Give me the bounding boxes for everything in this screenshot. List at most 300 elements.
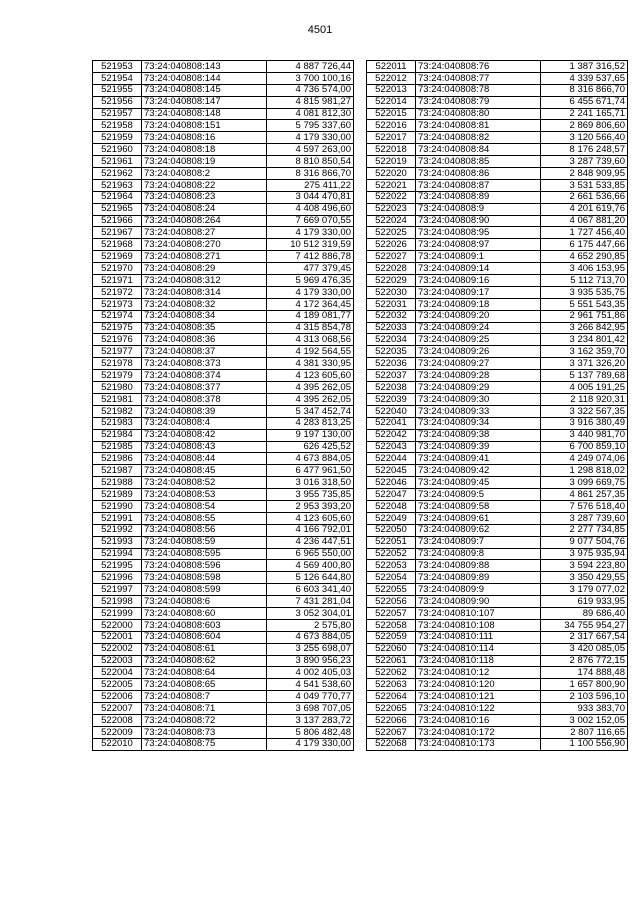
row-number-cell: 522001 xyxy=(93,631,142,643)
cadastral-number-cell: 73:24:040808:377 xyxy=(142,382,267,394)
row-number-cell: 521978 xyxy=(93,358,142,370)
row-number-cell: 522010 xyxy=(93,738,142,750)
table-row xyxy=(367,417,628,429)
row-number-cell: 521985 xyxy=(93,441,142,453)
cadastral-number-cell: 73:24:040808:34 xyxy=(142,310,267,322)
value-cell: 4 002 405,03 xyxy=(267,667,354,679)
value-cell: 6 700 859,10 xyxy=(541,441,628,453)
value-cell: 4 283 813,25 xyxy=(267,417,354,429)
table-row xyxy=(367,286,628,298)
cadastral-number-cell: 73:24:040808:36 xyxy=(142,334,267,346)
cadastral-number-cell: 73:24:040809:90 xyxy=(416,596,541,608)
value-cell: 4 236 447,51 xyxy=(267,536,354,548)
cadastral-number-cell: 73:24:040808:77 xyxy=(416,72,541,84)
table-row xyxy=(93,227,354,239)
table-row xyxy=(93,156,354,168)
table-row xyxy=(93,655,354,667)
row-number-cell: 522052 xyxy=(367,548,416,560)
row-number-cell: 522021 xyxy=(367,179,416,191)
cadastral-number-cell: 73:24:040808:44 xyxy=(142,453,267,465)
cadastral-number-cell: 73:24:040808:9 xyxy=(416,203,541,215)
value-cell: 2 953 393,20 xyxy=(267,500,354,512)
value-cell: 477 379,45 xyxy=(267,263,354,275)
row-number-cell: 521953 xyxy=(93,61,142,73)
value-cell: 4 381 330,95 xyxy=(267,358,354,370)
row-number-cell: 522043 xyxy=(367,441,416,453)
cadastral-number-cell: 73:24:040808:270 xyxy=(142,239,267,251)
value-cell: 9 077 504,76 xyxy=(541,536,628,548)
value-cell: 4 736 574,00 xyxy=(267,84,354,96)
cadastral-number-cell: 73:24:040808:19 xyxy=(142,156,267,168)
value-cell: 8 316 866,70 xyxy=(541,84,628,96)
table-row xyxy=(367,477,628,489)
cadastral-number-cell: 73:24:040808:145 xyxy=(142,84,267,96)
table-row xyxy=(367,405,628,417)
value-cell: 4 339 537,65 xyxy=(541,72,628,84)
value-cell: 2 876 772,15 xyxy=(541,655,628,667)
cadastral-number-cell: 73:24:040809:14 xyxy=(416,263,541,275)
cadastral-number-cell: 73:24:040810:120 xyxy=(416,679,541,691)
cadastral-number-cell: 73:24:040809:5 xyxy=(416,489,541,501)
table-row xyxy=(367,382,628,394)
row-number-cell: 522033 xyxy=(367,322,416,334)
value-cell: 4 673 884,05 xyxy=(267,631,354,643)
row-number-cell: 522041 xyxy=(367,417,416,429)
cadastral-number-cell: 73:24:040808:18 xyxy=(142,144,267,156)
table-row xyxy=(367,679,628,691)
table-row xyxy=(367,322,628,334)
value-cell: 3 975 935,94 xyxy=(541,548,628,560)
cadastral-number-cell: 73:24:040808:59 xyxy=(142,536,267,548)
value-cell: 4 123 605,60 xyxy=(267,512,354,524)
value-cell: 4 815 981,27 xyxy=(267,96,354,108)
value-cell: 4 861 257,35 xyxy=(541,489,628,501)
cadastral-table-right xyxy=(366,60,628,751)
cadastral-number-cell: 73:24:040809:62 xyxy=(416,524,541,536)
value-cell: 7 431 281,04 xyxy=(267,596,354,608)
value-cell: 4 166 792,01 xyxy=(267,524,354,536)
cadastral-number-cell: 73:24:040810:172 xyxy=(416,726,541,738)
cadastral-number-cell: 73:24:040808:42 xyxy=(142,429,267,441)
row-number-cell: 522019 xyxy=(367,156,416,168)
row-number-cell: 521991 xyxy=(93,512,142,524)
value-cell: 2 103 596,10 xyxy=(541,691,628,703)
value-cell: 5 969 476,35 xyxy=(267,275,354,287)
table-row xyxy=(93,596,354,608)
cadastral-number-cell: 73:24:040808:4 xyxy=(142,417,267,429)
table-row xyxy=(93,465,354,477)
cadastral-number-cell: 73:24:040808:599 xyxy=(142,584,267,596)
table-row xyxy=(93,286,354,298)
cadastral-number-cell: 73:24:040809:42 xyxy=(416,465,541,477)
cadastral-number-cell: 73:24:040810:121 xyxy=(416,691,541,703)
value-cell: 3 700 100,16 xyxy=(267,72,354,84)
value-cell: 4 172 364,45 xyxy=(267,298,354,310)
value-cell: 3 287 739,60 xyxy=(541,156,628,168)
row-number-cell: 522066 xyxy=(367,714,416,726)
row-number-cell: 522064 xyxy=(367,691,416,703)
page-number: 4501 xyxy=(307,24,333,36)
table-row xyxy=(367,84,628,96)
cadastral-number-cell: 73:24:040810:16 xyxy=(416,714,541,726)
table-row xyxy=(367,203,628,215)
value-cell: 4 395 262,05 xyxy=(267,382,354,394)
value-cell: 4 569 400,80 xyxy=(267,560,354,572)
row-number-cell: 521992 xyxy=(93,524,142,536)
cadastral-number-cell: 73:24:040809:16 xyxy=(416,275,541,287)
table-row xyxy=(93,536,354,548)
table-row xyxy=(367,453,628,465)
value-cell: 4 313 068,56 xyxy=(267,334,354,346)
cadastral-number-cell: 73:24:040809:34 xyxy=(416,417,541,429)
cadastral-number-cell: 73:24:040808:60 xyxy=(142,607,267,619)
row-number-cell: 522060 xyxy=(367,643,416,655)
table-row xyxy=(93,275,354,287)
table-row xyxy=(93,358,354,370)
row-number-cell: 522025 xyxy=(367,227,416,239)
row-number-cell: 522023 xyxy=(367,203,416,215)
table-row xyxy=(367,429,628,441)
row-number-cell: 522003 xyxy=(93,655,142,667)
row-number-cell: 522048 xyxy=(367,500,416,512)
cadastral-number-cell: 73:24:040808:264 xyxy=(142,215,267,227)
row-number-cell: 522020 xyxy=(367,168,416,180)
table-row xyxy=(93,370,354,382)
cadastral-number-cell: 73:24:040808:37 xyxy=(142,346,267,358)
table-row xyxy=(367,358,628,370)
row-number-cell: 521996 xyxy=(93,572,142,584)
value-cell: 4 179 330,00 xyxy=(267,132,354,144)
value-cell: 3 406 153,95 xyxy=(541,263,628,275)
table-row xyxy=(93,191,354,203)
value-cell: 4 541 538,60 xyxy=(267,679,354,691)
cadastral-number-cell: 73:24:040808:604 xyxy=(142,631,267,643)
table-row xyxy=(93,251,354,263)
table-row xyxy=(93,239,354,251)
cadastral-number-cell: 73:24:040808:598 xyxy=(142,572,267,584)
table-row xyxy=(367,691,628,703)
row-number-cell: 522054 xyxy=(367,572,416,584)
value-cell: 7 412 886,78 xyxy=(267,251,354,263)
value-cell: 5 112 713,70 xyxy=(541,275,628,287)
cadastral-number-cell: 73:24:040808:79 xyxy=(416,96,541,108)
row-number-cell: 522009 xyxy=(93,726,142,738)
row-number-cell: 522037 xyxy=(367,370,416,382)
value-cell: 4 315 854,78 xyxy=(267,322,354,334)
table-row xyxy=(367,298,628,310)
cadastral-number-cell: 73:24:040810:108 xyxy=(416,619,541,631)
row-number-cell: 521972 xyxy=(93,286,142,298)
table-row xyxy=(93,96,354,108)
row-number-cell: 522044 xyxy=(367,453,416,465)
table-row xyxy=(93,393,354,405)
row-number-cell: 522012 xyxy=(367,72,416,84)
cadastral-number-cell: 73:24:040808:87 xyxy=(416,179,541,191)
table-row xyxy=(367,263,628,275)
row-number-cell: 521975 xyxy=(93,322,142,334)
cadastral-number-cell: 73:24:040808:144 xyxy=(142,72,267,84)
table-row xyxy=(367,108,628,120)
table-row xyxy=(367,393,628,405)
value-cell: 933 383,70 xyxy=(541,703,628,715)
row-number-cell: 522013 xyxy=(367,84,416,96)
table-row xyxy=(93,524,354,536)
cadastral-number-cell: 73:24:040809:8 xyxy=(416,548,541,560)
table-body-left xyxy=(93,61,354,751)
row-number-cell: 521967 xyxy=(93,227,142,239)
table-row xyxy=(367,572,628,584)
value-cell: 8 176 248,57 xyxy=(541,144,628,156)
value-cell: 4 597 263,00 xyxy=(267,144,354,156)
table-row xyxy=(93,572,354,584)
cadastral-number-cell: 73:24:040808:95 xyxy=(416,227,541,239)
cadastral-number-cell: 73:24:040810:12 xyxy=(416,667,541,679)
row-number-cell: 522026 xyxy=(367,239,416,251)
cadastral-number-cell: 73:24:040809:30 xyxy=(416,393,541,405)
row-number-cell: 521971 xyxy=(93,275,142,287)
row-number-cell: 522062 xyxy=(367,667,416,679)
table-row xyxy=(367,370,628,382)
cadastral-number-cell: 73:24:040808:90 xyxy=(416,215,541,227)
cadastral-number-cell: 73:24:040809:24 xyxy=(416,322,541,334)
table-row xyxy=(367,168,628,180)
value-cell: 3 322 567,35 xyxy=(541,405,628,417)
cadastral-number-cell: 73:24:040808:53 xyxy=(142,489,267,501)
row-number-cell: 521999 xyxy=(93,607,142,619)
table-row xyxy=(93,203,354,215)
value-cell: 6 965 550,00 xyxy=(267,548,354,560)
row-number-cell: 521974 xyxy=(93,310,142,322)
cadastral-number-cell: 73:24:040809:38 xyxy=(416,429,541,441)
table-row xyxy=(93,631,354,643)
value-cell: 4 123 605,60 xyxy=(267,370,354,382)
cadastral-table-left xyxy=(92,60,354,751)
cadastral-number-cell: 73:24:040808:39 xyxy=(142,405,267,417)
cadastral-number-cell: 73:24:040808:143 xyxy=(142,61,267,73)
row-number-cell: 522058 xyxy=(367,619,416,631)
table-row xyxy=(93,548,354,560)
table-row xyxy=(93,512,354,524)
row-number-cell: 521980 xyxy=(93,382,142,394)
value-cell: 6 175 447,66 xyxy=(541,239,628,251)
row-number-cell: 521977 xyxy=(93,346,142,358)
table-row xyxy=(93,72,354,84)
table-row xyxy=(367,536,628,548)
table-row xyxy=(93,477,354,489)
table-row xyxy=(93,643,354,655)
value-cell: 2 118 920,31 xyxy=(541,393,628,405)
row-number-cell: 522027 xyxy=(367,251,416,263)
table-row xyxy=(367,132,628,144)
cadastral-number-cell: 73:24:040808:378 xyxy=(142,393,267,405)
table-row xyxy=(93,619,354,631)
value-cell: 3 234 801,42 xyxy=(541,334,628,346)
value-cell: 6 455 671,74 xyxy=(541,96,628,108)
table-row xyxy=(367,512,628,524)
value-cell: 4 192 564,55 xyxy=(267,346,354,358)
table-row xyxy=(367,215,628,227)
row-number-cell: 522038 xyxy=(367,382,416,394)
row-number-cell: 522016 xyxy=(367,120,416,132)
table-row xyxy=(93,263,354,275)
value-cell: 3 935 535,75 xyxy=(541,286,628,298)
cadastral-number-cell: 73:24:040808:312 xyxy=(142,275,267,287)
row-number-cell: 521962 xyxy=(93,168,142,180)
row-number-cell: 521954 xyxy=(93,72,142,84)
row-number-cell: 521984 xyxy=(93,429,142,441)
table-row xyxy=(93,607,354,619)
value-cell: 4 067 881,20 xyxy=(541,215,628,227)
cadastral-number-cell: 73:24:040809:45 xyxy=(416,477,541,489)
cadastral-number-cell: 73:24:040810:107 xyxy=(416,607,541,619)
value-cell: 3 266 842,95 xyxy=(541,322,628,334)
cadastral-number-cell: 73:24:040808:23 xyxy=(142,191,267,203)
row-number-cell: 521956 xyxy=(93,96,142,108)
cadastral-number-cell: 73:24:040808:54 xyxy=(142,500,267,512)
table-row xyxy=(367,738,628,750)
table-row xyxy=(93,298,354,310)
table-row xyxy=(93,61,354,73)
table-row xyxy=(93,429,354,441)
table-row xyxy=(367,714,628,726)
table-row xyxy=(93,584,354,596)
value-cell: 3 420 085,05 xyxy=(541,643,628,655)
cadastral-number-cell: 73:24:040808:595 xyxy=(142,548,267,560)
table-row xyxy=(93,334,354,346)
cadastral-number-cell: 73:24:040808:29 xyxy=(142,263,267,275)
row-number-cell: 522017 xyxy=(367,132,416,144)
value-cell: 1 100 556,90 xyxy=(541,738,628,750)
row-number-cell: 522067 xyxy=(367,726,416,738)
row-number-cell: 522056 xyxy=(367,596,416,608)
cadastral-number-cell: 73:24:040809:17 xyxy=(416,286,541,298)
table-row xyxy=(93,144,354,156)
row-number-cell: 522049 xyxy=(367,512,416,524)
table-row xyxy=(367,239,628,251)
row-number-cell: 521965 xyxy=(93,203,142,215)
value-cell: 8 810 850,54 xyxy=(267,156,354,168)
table-row xyxy=(93,168,354,180)
row-number-cell: 521979 xyxy=(93,370,142,382)
row-number-cell: 522065 xyxy=(367,703,416,715)
row-number-cell: 522029 xyxy=(367,275,416,287)
value-cell: 2 317 667,54 xyxy=(541,631,628,643)
table-row xyxy=(367,310,628,322)
table-row xyxy=(93,346,354,358)
row-number-cell: 522055 xyxy=(367,584,416,596)
cadastral-number-cell: 73:24:040808:314 xyxy=(142,286,267,298)
cadastral-number-cell: 73:24:040809:26 xyxy=(416,346,541,358)
table-row xyxy=(93,84,354,96)
cadastral-number-cell: 73:24:040810:122 xyxy=(416,703,541,715)
table-row xyxy=(93,500,354,512)
table-row xyxy=(367,655,628,667)
value-cell: 2 961 751,86 xyxy=(541,310,628,322)
cadastral-number-cell: 73:24:040808:82 xyxy=(416,132,541,144)
value-cell: 1 387 316,52 xyxy=(541,61,628,73)
cadastral-number-cell: 73:24:040808:81 xyxy=(416,120,541,132)
cadastral-number-cell: 73:24:040808:16 xyxy=(142,132,267,144)
table-row xyxy=(367,346,628,358)
table-row xyxy=(367,726,628,738)
row-number-cell: 521988 xyxy=(93,477,142,489)
row-number-cell: 522042 xyxy=(367,429,416,441)
table-row xyxy=(93,322,354,334)
value-cell: 10 512 319,59 xyxy=(267,239,354,251)
row-number-cell: 522011 xyxy=(367,61,416,73)
cadastral-number-cell: 73:24:040809:29 xyxy=(416,382,541,394)
cadastral-number-cell: 73:24:040809:41 xyxy=(416,453,541,465)
value-cell: 3 350 429,55 xyxy=(541,572,628,584)
row-number-cell: 522031 xyxy=(367,298,416,310)
cadastral-number-cell: 73:24:040808:61 xyxy=(142,643,267,655)
cadastral-number-cell: 73:24:040808:52 xyxy=(142,477,267,489)
table-row xyxy=(367,548,628,560)
row-number-cell: 522007 xyxy=(93,703,142,715)
row-number-cell: 521969 xyxy=(93,251,142,263)
row-number-cell: 522028 xyxy=(367,263,416,275)
cadastral-number-cell: 73:24:040808:35 xyxy=(142,322,267,334)
table-row xyxy=(93,453,354,465)
value-cell: 2 575,80 xyxy=(267,619,354,631)
cadastral-number-cell: 73:24:040808:78 xyxy=(416,84,541,96)
row-number-cell: 521964 xyxy=(93,191,142,203)
cadastral-number-cell: 73:24:040808:86 xyxy=(416,168,541,180)
value-cell: 5 126 644,80 xyxy=(267,572,354,584)
row-number-cell: 521970 xyxy=(93,263,142,275)
cadastral-number-cell: 73:24:040808:76 xyxy=(416,61,541,73)
table-row xyxy=(367,703,628,715)
row-number-cell: 522046 xyxy=(367,477,416,489)
cadastral-number-cell: 73:24:040808:56 xyxy=(142,524,267,536)
cadastral-number-cell: 73:24:040808:85 xyxy=(416,156,541,168)
row-number-cell: 522051 xyxy=(367,536,416,548)
value-cell: 3 698 707,05 xyxy=(267,703,354,715)
value-cell: 2 848 909,95 xyxy=(541,168,628,180)
cadastral-number-cell: 73:24:040808:64 xyxy=(142,667,267,679)
row-number-cell: 521997 xyxy=(93,584,142,596)
row-number-cell: 521986 xyxy=(93,453,142,465)
cadastral-number-cell: 73:24:040809:27 xyxy=(416,358,541,370)
row-number-cell: 522050 xyxy=(367,524,416,536)
table-row xyxy=(93,441,354,453)
cadastral-number-cell: 73:24:040810:173 xyxy=(416,738,541,750)
cadastral-number-cell: 73:24:040809:61 xyxy=(416,512,541,524)
table-row xyxy=(367,144,628,156)
row-number-cell: 521963 xyxy=(93,179,142,191)
row-number-cell: 522059 xyxy=(367,631,416,643)
cadastral-number-cell: 73:24:040808:271 xyxy=(142,251,267,263)
value-cell: 89 686,40 xyxy=(541,607,628,619)
table-row xyxy=(93,703,354,715)
table-row xyxy=(367,500,628,512)
row-number-cell: 522057 xyxy=(367,607,416,619)
value-cell: 3 137 283,72 xyxy=(267,714,354,726)
row-number-cell: 522061 xyxy=(367,655,416,667)
table-row xyxy=(367,560,628,572)
cadastral-number-cell: 73:24:040808:151 xyxy=(142,120,267,132)
row-number-cell: 522015 xyxy=(367,108,416,120)
cadastral-number-cell: 73:24:040810:114 xyxy=(416,643,541,655)
cadastral-number-cell: 73:24:040809:39 xyxy=(416,441,541,453)
table-row xyxy=(367,191,628,203)
value-cell: 5 806 482,48 xyxy=(267,726,354,738)
value-cell: 275 411,22 xyxy=(267,179,354,191)
table-row xyxy=(93,667,354,679)
value-cell: 5 795 337,60 xyxy=(267,120,354,132)
value-cell: 4 673 884,05 xyxy=(267,453,354,465)
value-cell: 3 531 533,85 xyxy=(541,179,628,191)
